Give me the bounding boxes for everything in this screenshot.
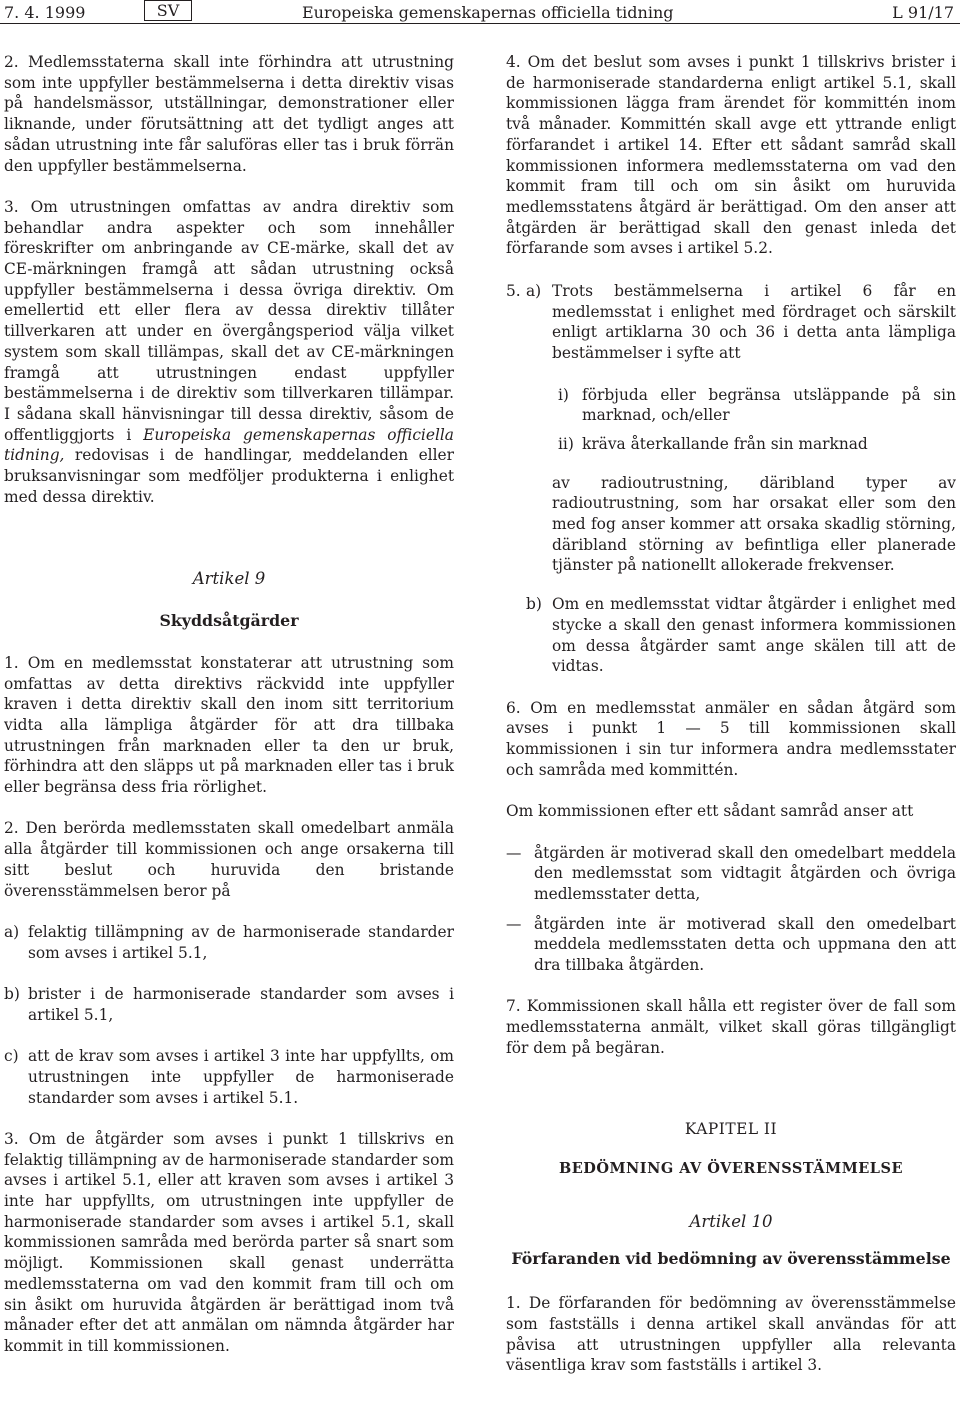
paragraph-5a	[506, 281, 956, 364]
paragraph-4: 4. Om det beslut som avses i punkt 1 tillskrivs brister i de harmoniserade standarderna enligt artikel 5.1, skall kommissionen lägga fram ärendet för kommittén inom två månader. Kommittén skall avge ett yttrande enligt förfarandet i artikel 14. Efter ett sådant samråd skall kommissionen informera medlemsstaterna om vad den kommit fram till och om sin åsikt om huruvida medlemsstatens åtgärd är berättigad. Om den anser att åtgärden är berättigad skall den genast inleda det förfarande som avses i artikel 5.2.	[506, 53, 956, 258]
chapter-title: KAPITEL II	[684, 1119, 778, 1138]
list-label-c: c)	[4, 1047, 19, 1066]
paragraph-3-part-1: 3. Om utrustningen omfattas av andra direktiv som behandlar andra aspekter och som innehåller föreskrifter om anbringande av CE-märke, skall det av CE-märkningen framgå att sådan utrustning också uppfyller bestämmelserna i dessa övriga direktiv. Om emellertid ett eller flera av dessa direktiv tillåter tillverkaren att under en övergångsperiod välja vilket system som skall tillämpas, skall det av CE-märkningen framgå att utrustningen endast uppfyller bestämmelserna i de direktiv som tillverkaren tillämpar. I sådana skall hänvisningar till dessa direktiv, såsom de offentliggjorts i	[4, 197, 454, 444]
article-9-paragraph-2: 2. Den berörda medlemsstaten skall omedelbart anmäla alla åtgärder till kommissionen och ange orsakerna till sitt beslut och huruvida den bristande överensstämmelsen beror på	[4, 819, 454, 900]
list-text-c: att de krav som avses i artikel 3 inte har uppfyllts, om utrustningen inte uppfyller de harmoniserade standarder som avses i artikel 5.1.	[28, 1047, 454, 1107]
list-item-a	[4, 922, 454, 963]
paragraph-3-part-2: redovisas i de handlingar, meddelanden eller bruksanvisningar som medföljer produkterna i enlighet med dessa direktiv.	[4, 446, 454, 506]
dash-item-1	[506, 843, 956, 905]
paragraph-7: 7. Kommissionen skall hålla ett register över de fall som medlemsstaterna anmält, vilket skall göras tillgängligt för dem på begäran.	[506, 997, 956, 1057]
paragraph-2: 2. Medlemsstaterna skall inte förhindra att utrustning som inte uppfyller bestämmelserna i detta direktiv visas på handelsmässor, utställningar, demonstrationer eller liknande, under förutsättning att det tydligt anges att sådan utrustning inte får saluföras eller tas i bruk förrän den uppfyller bestämmelserna.	[4, 53, 454, 175]
dash-symbol-2: —	[506, 914, 522, 933]
right-column	[506, 52, 956, 1376]
list-label-b: b)	[4, 985, 20, 1004]
article-9-paragraph-1: 1. Om en medlemsstat konstaterar att utrustning som omfattas av detta direktivs räckvidd inte uppfyller kraven i detta direktiv skall den inom sitt territorium vidta alla lämpliga åtgärder för att dra tillbaka utrustningen från marknaden eller ta den ur bruk, förhindra att den släpps ut på marknaden eller tas i bruk eller begränsa dess fria rörlighet.	[4, 653, 454, 797]
sub-item-i-label: i)	[558, 385, 569, 404]
chapter-heading: BEDÖMNING AV ÖVERENSSTÄMMELSE	[558, 1160, 904, 1178]
article-9-title: Artikel 9	[192, 569, 266, 589]
paragraph-6-lead: Om kommissionen efter ett sådant samråd anser att	[506, 802, 914, 821]
header-date: 7. 4. 1999	[4, 3, 86, 22]
list-item-c	[4, 1046, 454, 1108]
article-10-title: Artikel 10	[689, 1211, 773, 1231]
header-page-number: L 91/17	[892, 3, 954, 22]
list-item-b	[4, 984, 454, 1025]
paragraph-5b-label: b)	[526, 595, 542, 614]
paragraph-3-journal-ref: Europeiska gemenskapernas officiella tidning,	[4, 425, 454, 465]
article-9-paragraph-3: 3. Om de åtgärder som avses i punkt 1 tillskrivs en felaktig tillämpning av de harmoniserade standarder som avses i artikel 5.1, eller att kraven som avses i artikel 3 inte har uppfyllts, om utrustningen inte uppfyller de harmoniserade standarder som avses i artikel 5.1, skall kommissionen samråda med berörda parter så snart som möjligt. Kommissionen skall genast underrätta medlemsstaterna om vad den kommit fram till och om sin åsikt om huruvida åtgärden är berättigad inom två månader efter det att anmälan om nämnda åtgärder har kommit in till kommissionen.	[4, 1129, 454, 1355]
header-language-box: SV	[144, 0, 192, 21]
paragraph-6: 6. Om en medlemsstat anmäler en sådan åtgärd som avses i punkt 1 — 5 till kommissionen skall kommissionen i sin tur informera andra medlemsstater och samråda med kommittén.	[506, 698, 956, 779]
paragraph-5a-label: a)	[526, 282, 542, 301]
sub-item-ii	[558, 434, 956, 455]
dash-text-2: åtgärden inte är motiverad skall den omedelbart meddela medlemsstaten detta och uppmana den att dra tillbaka åtgärden.	[534, 914, 956, 975]
paragraph-5-number: 5.	[506, 282, 521, 301]
paragraph-5a-continuation: av radioutrustning, däribland typer av radioutrustning, som har orsakat eller som den med fog anser kommer att orsaka skadlig störning, däribland störning av befintliga eller planerade tjänster på nationellt allokerade frekvenser.	[552, 473, 956, 575]
header-rule	[0, 23, 960, 24]
left-column	[4, 52, 454, 1357]
page-header	[0, 0, 960, 22]
sub-item-ii-label: ii)	[558, 434, 574, 453]
paragraph-5b	[506, 594, 956, 677]
sub-item-i	[558, 385, 956, 426]
header-journal-title: Europeiska gemenskapernas officiella tidning	[302, 3, 674, 22]
sub-item-ii-text: kräva återkallande från sin marknad	[582, 434, 868, 453]
paragraph-5b-text: Om en medlemsstat vidtar åtgärder i enlighet med stycke a skall den genast informera kommissionen om dessa åtgärder samt ange skälen till att de vidtas.	[552, 595, 956, 676]
dash-symbol-1: —	[506, 843, 522, 862]
paragraph-3	[4, 197, 454, 508]
article-10-heading: Förfaranden vid bedömning av överensstämmelse	[511, 1248, 951, 1268]
list-label-a: a)	[4, 922, 20, 941]
dash-text-1: åtgärden är motiverad skall den omedelbart meddela den medlemsstat som vidtagit åtgärden och övriga medlemsstater detta,	[534, 843, 956, 903]
dash-item-2	[506, 914, 956, 976]
list-text-b: brister i de harmoniserade standarder som avses i artikel 5.1,	[28, 985, 454, 1024]
article-10-paragraph-1: 1. De förfaranden för bedömning av överensstämmelse som fastställs i denna artikel skall användas för att påvisa att utrustningen uppfyller alla relevanta väsentliga krav som fastställs i artikel 3.	[506, 1294, 956, 1375]
list-text-a: felaktig tillämpning av de harmoniserade standarder som avses i artikel 5.1,	[28, 922, 454, 962]
paragraph-5a-text: Trots bestämmelserna i artikel 6 får en medlemsstat i enlighet med fördraget och särskilt enligt artiklarna 30 och 36 i detta anta lämpliga bestämmelser i syfte att	[552, 282, 956, 363]
sub-item-i-text: förbjuda eller begränsa utsläppande på sin marknad, och/eller	[582, 385, 956, 425]
article-9-heading: Skyddsåtgärder	[159, 611, 299, 631]
